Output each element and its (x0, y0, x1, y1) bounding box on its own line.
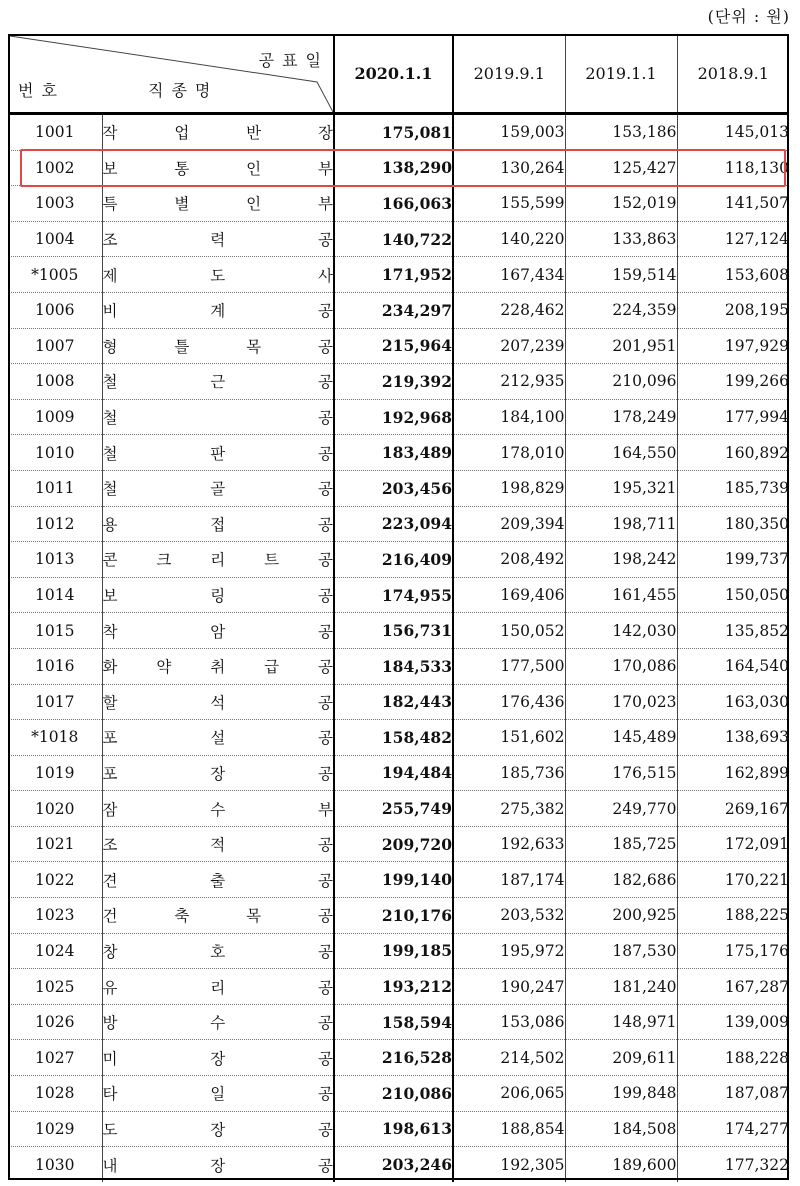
unit-label: (단위 : 원) (707, 7, 790, 26)
wage-value-2019-9-1: 187,174 (453, 862, 565, 898)
wage-value-2019-9-1: 192,305 (453, 1147, 565, 1182)
wage-value-2019-1-1: 142,030 (565, 613, 677, 649)
wage-value-2019-1-1: 164,550 (565, 435, 677, 471)
table-row (8, 933, 789, 969)
job-name (102, 720, 334, 756)
table-row (8, 648, 789, 684)
wage-value-2018-9-1: 199,737 (677, 542, 789, 578)
wage-value-2020-1-1: 209,720 (334, 826, 453, 862)
wage-value-2019-1-1: 224,359 (565, 292, 677, 328)
table-row (8, 1147, 789, 1182)
job-name (102, 755, 334, 791)
wage-value-2019-9-1: 177,500 (453, 648, 565, 684)
table-row (8, 506, 789, 542)
wage-value-2019-9-1: 185,736 (453, 755, 565, 791)
wage-value-2019-9-1: 212,935 (453, 364, 565, 400)
wage-value-2019-1-1: 185,725 (565, 826, 677, 862)
wage-value-2019-1-1: 152,019 (565, 186, 677, 222)
wage-value-2019-9-1: 275,382 (453, 791, 565, 827)
job-code: 1016 (8, 648, 102, 684)
wage-value-2020-1-1: 183,489 (334, 435, 453, 471)
job-code: 1008 (8, 364, 102, 400)
wage-value-2020-1-1: 216,409 (334, 542, 453, 578)
job-name-text: 방 수 공 (102, 1014, 333, 1033)
job-name (102, 257, 334, 293)
wage-value-2020-1-1: 198,613 (334, 1111, 453, 1147)
job-name (102, 1004, 334, 1040)
job-name-text: 보 통 인 부 (102, 159, 333, 178)
number-label: 번호 (18, 81, 65, 100)
table-row (8, 898, 789, 934)
wage-value-2019-9-1: 151,602 (453, 720, 565, 756)
wage-value-2018-9-1: 163,030 (677, 684, 789, 720)
wage-value-2019-1-1: 184,508 (565, 1111, 677, 1147)
table-row (8, 186, 789, 222)
wage-value-2020-1-1: 216,528 (334, 1040, 453, 1076)
wage-value-2020-1-1: 182,443 (334, 684, 453, 720)
job-name (102, 684, 334, 720)
wage-value-2019-1-1: 182,686 (565, 862, 677, 898)
job-code: 1010 (8, 435, 102, 471)
wage-value-2018-9-1: 187,087 (677, 1076, 789, 1112)
wage-value-2018-9-1: 141,507 (677, 186, 789, 222)
wage-value-2019-9-1: 188,854 (453, 1111, 565, 1147)
table-row (8, 1004, 789, 1040)
wage-value-2020-1-1: 140,722 (334, 221, 453, 257)
job-name-text: 미 장 공 (102, 1049, 333, 1068)
wage-value-2018-9-1: 167,287 (677, 969, 789, 1005)
job-name (102, 791, 334, 827)
wage-value-2018-9-1: 164,540 (677, 648, 789, 684)
job-code: 1026 (8, 1004, 102, 1040)
date-header-2019-01: 2019.1.1 (565, 34, 677, 114)
wage-value-2019-1-1: 195,321 (565, 470, 677, 506)
table-row (8, 1111, 789, 1147)
job-name-text: 포 장 공 (102, 764, 333, 783)
table-row (8, 755, 789, 791)
wage-value-2020-1-1: 193,212 (334, 969, 453, 1005)
wage-value-2018-9-1: 180,350 (677, 506, 789, 542)
wage-value-2019-9-1: 198,829 (453, 470, 565, 506)
job-name (102, 328, 334, 364)
job-code: *1005 (8, 257, 102, 293)
wage-value-2019-1-1: 125,427 (565, 150, 677, 186)
wage-value-2019-9-1: 178,010 (453, 435, 565, 471)
job-name (102, 470, 334, 506)
wage-value-2018-9-1: 177,322 (677, 1147, 789, 1182)
job-name (102, 186, 334, 222)
wage-value-2019-1-1: 133,863 (565, 221, 677, 257)
wage-value-2018-9-1: 269,167 (677, 791, 789, 827)
job-code: 1025 (8, 969, 102, 1005)
table-row (8, 1040, 789, 1076)
job-name-text: 타 일 공 (102, 1085, 333, 1104)
table-row (8, 826, 789, 862)
wage-value-2019-1-1: 209,611 (565, 1040, 677, 1076)
wage-value-2020-1-1: 156,731 (334, 613, 453, 649)
wage-value-2018-9-1: 118,130 (677, 150, 789, 186)
job-code: 1002 (8, 150, 102, 186)
wage-value-2019-1-1: 153,186 (565, 114, 677, 151)
wage-value-2019-1-1: 161,455 (565, 577, 677, 613)
table-row (8, 577, 789, 613)
job-name-text: 건 축 목 공 (102, 907, 333, 926)
table-row (8, 257, 789, 293)
job-name (102, 1111, 334, 1147)
wage-value-2019-9-1: 159,003 (453, 114, 565, 151)
wage-value-2019-1-1: 199,848 (565, 1076, 677, 1112)
job-code: 1019 (8, 755, 102, 791)
table-row (8, 862, 789, 898)
job-name-text: 내 장 공 (102, 1156, 333, 1175)
wage-value-2020-1-1: 203,246 (334, 1147, 453, 1182)
wage-value-2019-9-1: 150,052 (453, 613, 565, 649)
job-name-text: 보 링 공 (102, 587, 333, 606)
header-row (8, 34, 789, 114)
wage-value-2020-1-1: 192,968 (334, 399, 453, 435)
wage-value-2019-1-1: 249,770 (565, 791, 677, 827)
job-name-text: 콘 크 리 트 공 (102, 551, 333, 570)
job-name (102, 648, 334, 684)
wage-value-2020-1-1: 194,484 (334, 755, 453, 791)
wage-value-2020-1-1: 234,297 (334, 292, 453, 328)
wage-value-2020-1-1: 158,594 (334, 1004, 453, 1040)
wage-value-2018-9-1: 175,176 (677, 933, 789, 969)
job-name (102, 862, 334, 898)
table-row (8, 470, 789, 506)
wage-value-2019-1-1: 181,240 (565, 969, 677, 1005)
wage-value-2019-9-1: 155,599 (453, 186, 565, 222)
job-name-text: 철 골 공 (102, 480, 333, 499)
job-name-text: 작 업 반 장 (102, 124, 333, 143)
wage-value-2020-1-1: 215,964 (334, 328, 453, 364)
wage-value-2018-9-1: 160,892 (677, 435, 789, 471)
wage-value-2019-9-1: 190,247 (453, 969, 565, 1005)
wage-value-2019-1-1: 201,951 (565, 328, 677, 364)
wage-value-2020-1-1: 166,063 (334, 186, 453, 222)
wage-value-2019-1-1: 189,600 (565, 1147, 677, 1182)
table-row (8, 1076, 789, 1112)
job-name-text: 제 도 사 (102, 266, 333, 285)
job-name (102, 577, 334, 613)
job-name (102, 364, 334, 400)
wage-value-2018-9-1: 135,852 (677, 613, 789, 649)
job-name-text: 조 적 공 (102, 836, 333, 855)
wage-value-2018-9-1: 208,195 (677, 292, 789, 328)
job-name-text: 형 틀 목 공 (102, 337, 333, 356)
wage-value-2018-9-1: 177,994 (677, 399, 789, 435)
job-name-text: 철 근 공 (102, 373, 333, 392)
job-code: 1020 (8, 791, 102, 827)
table-row (8, 542, 789, 578)
table-row (8, 328, 789, 364)
wage-value-2019-1-1: 187,530 (565, 933, 677, 969)
job-name-text: 잠 수 부 (102, 800, 333, 819)
wage-value-2019-9-1: 184,100 (453, 399, 565, 435)
job-name-label: 직종명 (148, 81, 219, 100)
job-name (102, 506, 334, 542)
wage-value-2019-9-1: 169,406 (453, 577, 565, 613)
wage-value-2019-1-1: 159,514 (565, 257, 677, 293)
table-row (8, 399, 789, 435)
job-name (102, 933, 334, 969)
wage-table (8, 34, 789, 1182)
job-code: 1029 (8, 1111, 102, 1147)
wage-value-2019-9-1: 140,220 (453, 221, 565, 257)
job-name (102, 292, 334, 328)
table-row (8, 684, 789, 720)
wage-value-2019-9-1: 176,436 (453, 684, 565, 720)
job-code: 1023 (8, 898, 102, 934)
wage-value-2018-9-1: 145,013 (677, 114, 789, 151)
job-code: 1003 (8, 186, 102, 222)
job-name-text: 비 계 공 (102, 302, 333, 321)
job-name-text: 견 출 공 (102, 871, 333, 890)
wage-value-2019-9-1: 206,065 (453, 1076, 565, 1112)
wage-value-2018-9-1: 170,221 (677, 862, 789, 898)
table-row (8, 114, 789, 151)
wage-value-2018-9-1: 188,228 (677, 1040, 789, 1076)
table-row (8, 969, 789, 1005)
job-code: 1013 (8, 542, 102, 578)
table-row (8, 221, 789, 257)
date-header-2018-09: 2018.9.1 (677, 34, 789, 114)
wage-value-2019-1-1: 198,242 (565, 542, 677, 578)
wage-value-2020-1-1: 255,749 (334, 791, 453, 827)
wage-value-2020-1-1: 174,955 (334, 577, 453, 613)
table-row (8, 364, 789, 400)
wage-value-2020-1-1: 199,140 (334, 862, 453, 898)
wage-value-2019-1-1: 145,489 (565, 720, 677, 756)
job-code: 1014 (8, 577, 102, 613)
job-code: 1001 (8, 114, 102, 151)
announce-date-label: 공표일 (258, 51, 329, 70)
job-name (102, 150, 334, 186)
job-code: 1009 (8, 399, 102, 435)
job-name-text: 철 판 공 (102, 444, 333, 463)
job-code: 1011 (8, 470, 102, 506)
wage-value-2018-9-1: 199,266 (677, 364, 789, 400)
wage-value-2019-9-1: 214,502 (453, 1040, 565, 1076)
wage-value-2019-9-1: 207,239 (453, 328, 565, 364)
wage-value-2019-9-1: 153,086 (453, 1004, 565, 1040)
wage-value-2019-9-1: 192,633 (453, 826, 565, 862)
wage-value-2019-9-1: 209,394 (453, 506, 565, 542)
job-name-text: 창 호 공 (102, 942, 333, 961)
table-row (8, 150, 789, 186)
job-name-text: 조 력 공 (102, 231, 333, 250)
job-name-text: 유 리 공 (102, 978, 333, 997)
wage-value-2019-9-1: 195,972 (453, 933, 565, 969)
table-row (8, 292, 789, 328)
job-name (102, 399, 334, 435)
wage-value-2018-9-1: 174,277 (677, 1111, 789, 1147)
table-row (8, 720, 789, 756)
wage-value-2020-1-1: 223,094 (334, 506, 453, 542)
wage-value-2019-9-1: 203,532 (453, 898, 565, 934)
job-name-text: 화 약 취 급 공 (102, 658, 333, 677)
job-code: 1024 (8, 933, 102, 969)
job-name-text: 착 암 공 (102, 622, 333, 641)
job-code: 1027 (8, 1040, 102, 1076)
wage-value-2019-1-1: 170,086 (565, 648, 677, 684)
job-name (102, 969, 334, 1005)
job-code: 1012 (8, 506, 102, 542)
job-code: 1022 (8, 862, 102, 898)
job-code: 1021 (8, 826, 102, 862)
wage-value-2019-1-1: 170,023 (565, 684, 677, 720)
job-code: 1028 (8, 1076, 102, 1112)
wage-value-2019-9-1: 228,462 (453, 292, 565, 328)
wage-value-2018-9-1: 138,693 (677, 720, 789, 756)
job-name (102, 542, 334, 578)
job-name (102, 435, 334, 471)
wage-value-2019-9-1: 130,264 (453, 150, 565, 186)
wage-value-2018-9-1: 153,608 (677, 257, 789, 293)
job-name (102, 1147, 334, 1182)
wage-value-2018-9-1: 139,009 (677, 1004, 789, 1040)
wage-value-2018-9-1: 127,124 (677, 221, 789, 257)
wage-value-2019-1-1: 148,971 (565, 1004, 677, 1040)
job-name-text: 용 접 공 (102, 515, 333, 534)
diagonal-header-cell (8, 34, 334, 114)
wage-value-2018-9-1: 188,225 (677, 898, 789, 934)
job-name (102, 1040, 334, 1076)
job-code: 1030 (35, 1155, 75, 1174)
wage-value-2018-9-1: 150,050 (677, 577, 789, 613)
table-row (8, 613, 789, 649)
wage-value-2020-1-1: 199,185 (334, 933, 453, 969)
job-code: 1007 (8, 328, 102, 364)
job-code: 1006 (8, 292, 102, 328)
job-code: 1004 (8, 221, 102, 257)
wage-value-2018-9-1: 185,739 (677, 470, 789, 506)
job-name-text: 철 공 (102, 409, 333, 428)
wage-value-2020-1-1: 138,290 (334, 150, 453, 186)
wage-value-2019-1-1: 210,096 (565, 364, 677, 400)
wage-value-2020-1-1: 171,952 (334, 257, 453, 293)
wage-value-2019-9-1: 167,434 (453, 257, 565, 293)
wage-value-2020-1-1: 210,176 (334, 898, 453, 934)
wage-value-2019-1-1: 176,515 (565, 755, 677, 791)
wage-value-2020-1-1: 175,081 (334, 114, 453, 151)
date-header-2019-09: 2019.9.1 (453, 34, 565, 114)
wage-value-2020-1-1: 203,456 (334, 470, 453, 506)
wage-value-2019-9-1: 208,492 (453, 542, 565, 578)
wage-value-2020-1-1: 219,392 (334, 364, 453, 400)
job-name (102, 826, 334, 862)
wage-value-2020-1-1: 184,533 (334, 648, 453, 684)
job-code: 1015 (8, 613, 102, 649)
wage-value-2019-1-1: 200,925 (565, 898, 677, 934)
job-name (102, 613, 334, 649)
wage-value-2018-9-1: 162,899 (677, 755, 789, 791)
wage-value-2019-1-1: 198,711 (565, 506, 677, 542)
job-name-text: 특 별 인 부 (102, 195, 333, 214)
table-row (8, 435, 789, 471)
job-name-text: 도 장 공 (102, 1120, 333, 1139)
job-name (102, 898, 334, 934)
wage-value-2019-1-1: 178,249 (565, 399, 677, 435)
job-name (102, 1076, 334, 1112)
job-name (102, 221, 334, 257)
wage-value-2020-1-1: 210,086 (334, 1076, 453, 1112)
job-name (102, 114, 334, 151)
wage-value-2018-9-1: 197,929 (677, 328, 789, 364)
job-name-text: 할 석 공 (102, 693, 333, 712)
job-name-text: 포 설 공 (102, 729, 333, 748)
wage-value-2018-9-1: 172,091 (677, 826, 789, 862)
table-row (8, 791, 789, 827)
wage-value-2020-1-1: 158,482 (334, 720, 453, 756)
job-code: 1017 (8, 684, 102, 720)
date-header-2020-01: 2020.1.1 (334, 34, 453, 114)
job-code: *1018 (8, 720, 102, 756)
